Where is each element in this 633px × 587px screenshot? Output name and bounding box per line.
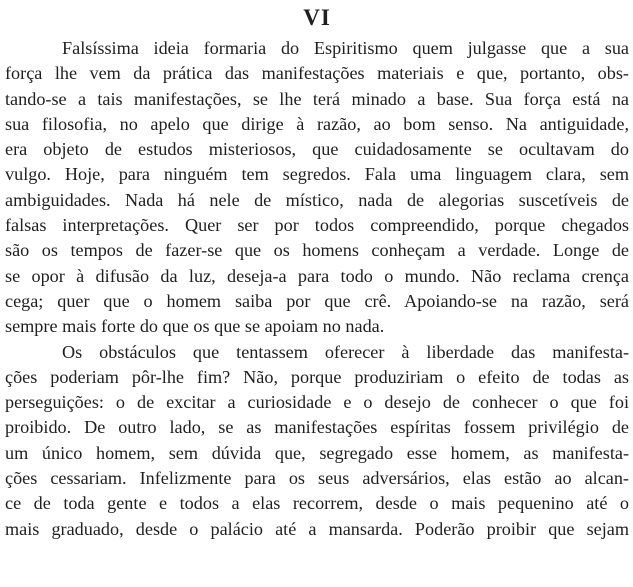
text-line: Os obstáculos que tentassem oferecer à liberdade das manifesta- — [62, 341, 629, 362]
text-line: sua filosofia, no apelo que dirige à razão, ao bom senso. Na antiguidade, — [5, 113, 629, 134]
text-line: mais graduado, desde o palácio até a mansarda. Poderão proibir que sejam — [5, 518, 629, 539]
text-line: ções poderiam pôr-lhe fim? Não, porque produziriam o efeito de todas as — [5, 366, 629, 387]
text-line: Falsíssima ideia formaria do Espiritismo quem julgasse que a sua — [62, 38, 629, 58]
chapter-heading: VI — [303, 5, 331, 30]
text-line: falsas interpretações. Quer ser por todos compreendido, porque chegados — [5, 215, 629, 236]
text-line: ce de toda gente e todos a elas recorrem, desde o mais pequenino até o — [5, 493, 629, 514]
text-line: perseguições: o de excitar a curiosidade e o desejo de conhecer o que foi — [5, 392, 629, 413]
text-line: se opor à difusão da luz, deseja-a para todo o mundo. Não reclama crença — [5, 265, 629, 286]
text-line: sempre mais forte do que os que se apoiam no nada. — [5, 316, 385, 337]
text-line: cega; quer que o homem saiba por que crê. Apoiando-se na razão, será — [5, 290, 629, 311]
text-line: força lhe vem da prática das manifestações materiais e que, portanto, obs- — [5, 63, 629, 84]
text-line: ambiguidades. Nada há nele de místico, nada de alegorias suscetíveis de — [5, 189, 629, 210]
text-line: proibido. De outro lado, se as manifestações espíritas fossem privilégio de — [5, 417, 629, 438]
paragraph-2 — [5, 340, 629, 542]
text-line: são os tempos de fazer-se que os homens conheçam a verdade. Longe de — [5, 240, 629, 261]
paragraph-1 — [5, 36, 629, 340]
text-line: um único homem, sem dúvida que, segregado esse homem, as manifesta- — [5, 442, 629, 463]
text-line: tando-se a tais manifestações, se lhe terá minado a base. Sua força está na — [5, 88, 629, 109]
text-line: ções cessariam. Infelizmente para os seus adversários, elas estão ao alcan- — [5, 468, 629, 489]
text-line: era objeto de estudos misteriosos, que cuidadosamente se ocultavam do — [5, 139, 629, 160]
text-line: vulgo. Hoje, para ninguém tem segredos. Fala uma linguagem clara, sem — [5, 164, 629, 185]
